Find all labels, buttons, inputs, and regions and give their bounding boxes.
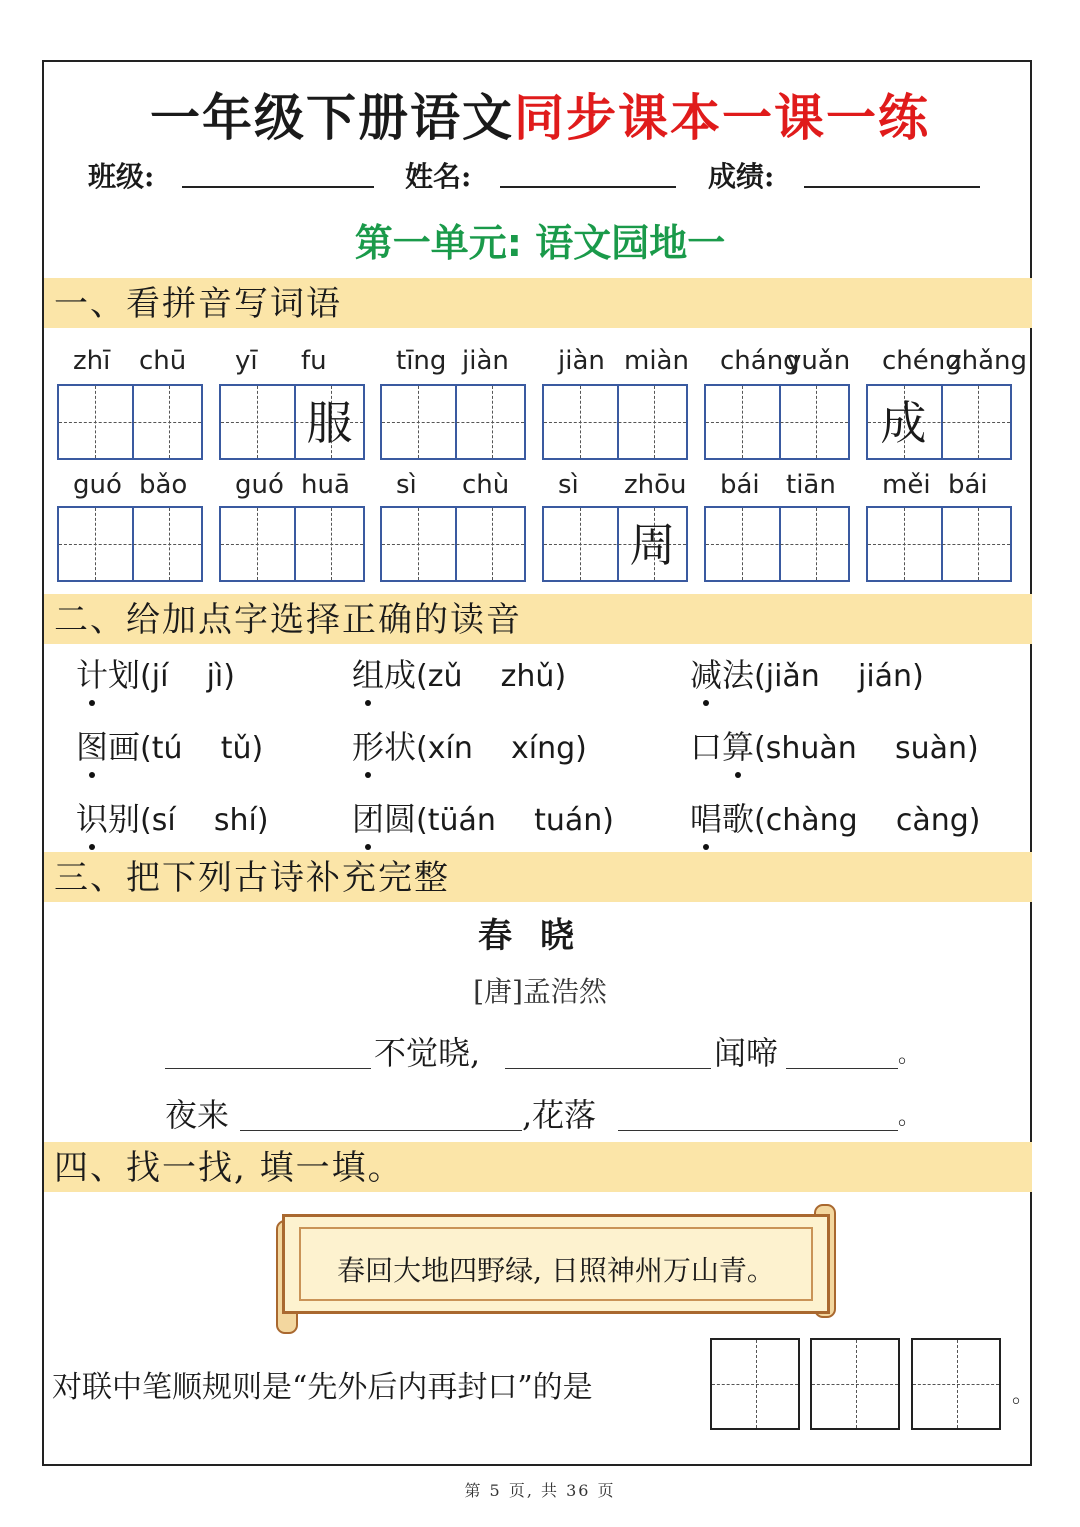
writing-box[interactable]	[542, 384, 688, 460]
poem-blank-4[interactable]	[240, 1130, 522, 1131]
reading-item: 口算(shuàn suàn)	[690, 722, 979, 768]
answer-box-1[interactable]	[710, 1338, 800, 1430]
pinyin-label: bǎo	[139, 470, 188, 500]
reading-option[interactable]: jì	[206, 659, 224, 694]
poem-blank-2[interactable]	[505, 1068, 711, 1069]
pinyin-label: zhī	[73, 346, 111, 376]
reading-option[interactable]: suàn	[894, 731, 968, 766]
poem-line2-b: ,花落	[522, 1096, 597, 1134]
class-field[interactable]	[182, 186, 374, 188]
word-char: 法	[722, 656, 755, 694]
word-char: 状	[384, 728, 417, 766]
reading-item: 组成(zǔ zhǔ)	[352, 650, 566, 696]
answer-box-2[interactable]	[810, 1338, 900, 1430]
writing-box[interactable]	[866, 506, 1012, 582]
couplet-scroll	[282, 1214, 830, 1314]
pinyin-label: sì	[396, 470, 417, 500]
writing-box[interactable]	[704, 384, 850, 460]
word-char: 画	[108, 728, 141, 766]
pinyin-label: chū	[139, 346, 187, 376]
name-field[interactable]	[500, 186, 676, 188]
word-char: 算	[722, 722, 754, 768]
writing-box[interactable]	[57, 384, 203, 460]
pinyin-label: guó	[73, 470, 122, 500]
word-char: 歌	[722, 800, 755, 838]
word-char: 组	[352, 650, 384, 696]
word-char: 别	[108, 800, 141, 838]
pinyin-label: fu	[301, 346, 327, 376]
poem-line1-b: 闻啼	[714, 1034, 779, 1072]
title-red: 同步课本一课一练	[514, 89, 930, 147]
poem-blank-5[interactable]	[618, 1130, 898, 1131]
reading-item: 识别(sí shí)	[76, 794, 269, 840]
reading-option[interactable]: zhǔ	[500, 659, 555, 694]
reading-option[interactable]: tú	[151, 731, 183, 766]
pinyin-label: měi	[882, 470, 931, 500]
reading-item: 计划(jí jì)	[76, 650, 235, 696]
writing-box[interactable]	[219, 506, 365, 582]
question-text: 对联中笔顺规则是“先外后内再封口”的是	[52, 1370, 593, 1405]
reading-item: 图画(tú tǔ)	[76, 722, 263, 768]
reading-option[interactable]: càng	[895, 803, 969, 838]
pinyin-label: cháng	[720, 346, 800, 376]
writing-box[interactable]	[542, 506, 688, 582]
poem-line2-a: 夜来	[165, 1096, 230, 1134]
reading-item: 团圆(tüán tuán)	[352, 794, 614, 840]
section-1-header: 一、看拼音写词语	[44, 278, 1032, 328]
reading-option[interactable]: jiǎn	[765, 659, 820, 694]
word-char: 团	[352, 794, 384, 840]
page-footer: 第 5 页, 共 36 页	[464, 1481, 616, 1500]
word-char: 识	[76, 794, 108, 840]
answer-box-3[interactable]	[911, 1338, 1001, 1430]
writing-char: 服	[306, 396, 353, 450]
unit-title: 第一单元: 语文园地一	[354, 221, 726, 265]
pinyin-label: zhōu	[624, 470, 687, 500]
score-field[interactable]	[804, 186, 980, 188]
pinyin-label: tīng	[396, 346, 447, 376]
reading-option[interactable]: xíng	[511, 731, 576, 766]
poem-line1-a: 不觉晓,	[374, 1034, 481, 1072]
word-char: 口	[690, 728, 723, 766]
section-2-header: 二、给加点字选择正确的读音	[44, 594, 1032, 644]
reading-option[interactable]: jí	[151, 659, 169, 694]
pinyin-label: yuǎn	[786, 346, 851, 376]
poem-period-2: 。	[898, 1105, 921, 1130]
poem-period-1: 。	[898, 1043, 921, 1068]
section-4-header: 四、找一找, 填一填。	[44, 1142, 1032, 1192]
pinyin-label: yī	[235, 346, 258, 376]
word-char: 减	[690, 650, 722, 696]
word-char: 形	[352, 722, 384, 768]
writing-box[interactable]	[380, 506, 526, 582]
pinyin-label: tiān	[786, 470, 836, 500]
reading-option[interactable]: shuàn	[765, 731, 857, 766]
pinyin-label: huā	[301, 470, 350, 500]
reading-item: 形状(xín xíng)	[352, 722, 587, 768]
class-label: 班级:	[88, 160, 155, 193]
writing-box[interactable]	[219, 384, 365, 460]
couplet-text: 春回大地四野绿, 日照神州万山青。	[337, 1254, 775, 1287]
writing-box[interactable]	[57, 506, 203, 582]
reading-option[interactable]: tuán	[534, 803, 603, 838]
question-period: 。	[1012, 1383, 1035, 1408]
word-char: 划	[108, 656, 141, 694]
reading-option[interactable]: chàng	[765, 803, 858, 838]
word-char: 圆	[384, 800, 417, 838]
word-char: 计	[76, 650, 108, 696]
word-char: 图	[76, 722, 108, 768]
reading-option[interactable]: xín	[427, 731, 473, 766]
poem-blank-3[interactable]	[786, 1068, 898, 1069]
section-3-header: 三、把下列古诗补充完整	[44, 852, 1032, 902]
writing-box[interactable]	[704, 506, 850, 582]
writing-box[interactable]	[380, 384, 526, 460]
name-label: 姓名:	[405, 160, 472, 193]
reading-item: 唱歌(chàng càng)	[690, 794, 981, 840]
title-black: 一年级下册语文	[150, 89, 514, 147]
writing-box[interactable]	[866, 384, 1012, 460]
reading-option[interactable]: tüán	[427, 803, 496, 838]
pinyin-label: chù	[462, 470, 510, 500]
worksheet-title	[0, 78, 1080, 150]
pinyin-label: jiàn	[558, 346, 605, 376]
pinyin-label: guó	[235, 470, 284, 500]
pinyin-label: miàn	[624, 346, 689, 376]
pinyin-label: sì	[558, 470, 579, 500]
pinyin-label: jiàn	[462, 346, 509, 376]
reading-option[interactable]: shí	[213, 803, 257, 838]
reading-option[interactable]: tǔ	[220, 731, 252, 766]
reading-option[interactable]: jián	[857, 659, 913, 694]
reading-option[interactable]: zǔ	[427, 659, 463, 694]
reading-option[interactable]: sí	[151, 803, 176, 838]
pinyin-label: zhǎng	[948, 346, 1028, 376]
writing-char: 周	[629, 518, 676, 572]
word-char: 成	[384, 656, 417, 694]
poem-blank-1[interactable]	[165, 1068, 371, 1069]
poem-title: 春晓	[478, 916, 602, 956]
writing-char: 成	[880, 396, 927, 450]
word-char: 唱	[690, 794, 722, 840]
pinyin-label: bái	[948, 470, 988, 500]
score-label: 成绩:	[708, 160, 775, 193]
reading-item: 减法(jiǎn jián)	[690, 650, 924, 696]
poem-author: [唐]孟浩然	[473, 975, 607, 1008]
pinyin-label: bái	[720, 470, 760, 500]
pinyin-label: chéng	[882, 346, 962, 376]
